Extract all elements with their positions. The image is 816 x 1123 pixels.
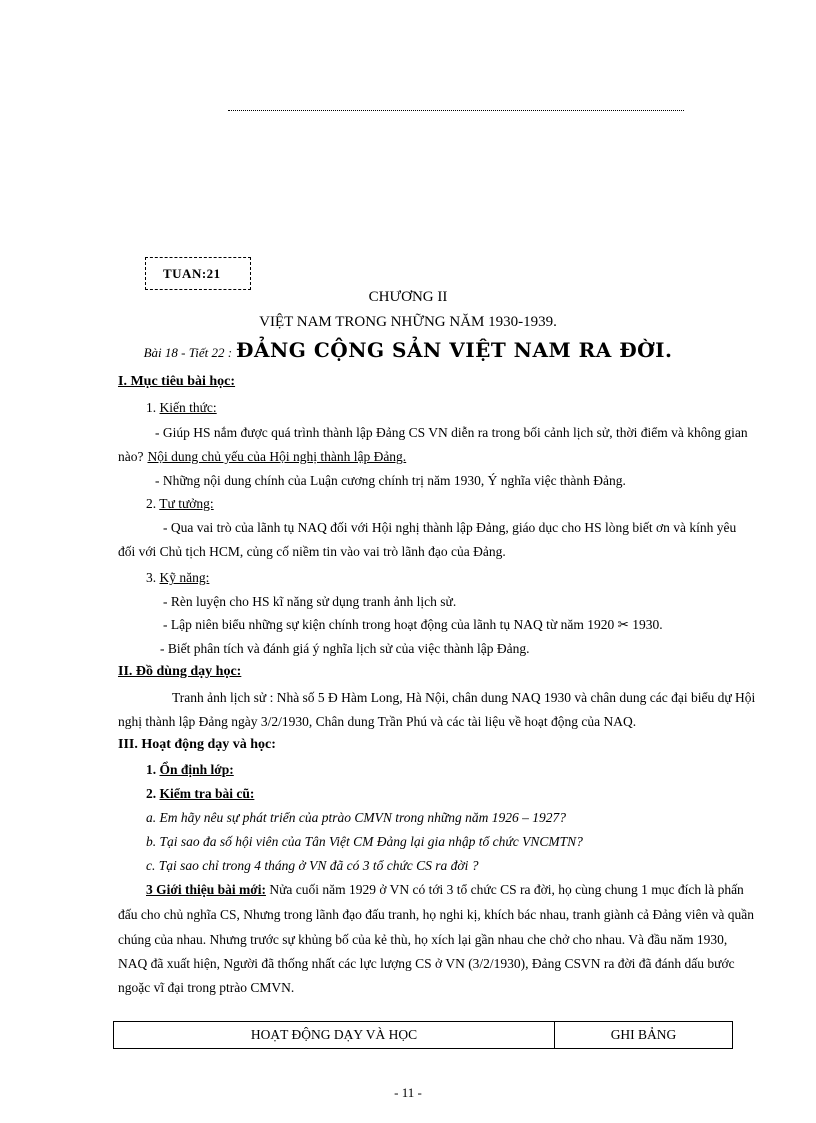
activity-item-1-number: 1. [146,762,157,777]
knowledge-line-1: - Giúp HS nắm được quá trình thành lập Đảng CS VN diễn ra trong bối cảnh lịch sử, thời điểm và không gian [155,425,748,440]
activity-item-2-label: Kiểm tra bài cũ: [159,786,255,801]
thought-line-2: đối với Chủ tịch HCM, củng cố niềm tin vào vai trò lãnh đạo của Đảng. [118,544,506,559]
knowledge-line-3: - Những nội dung chính của Luận cương chính trị năm 1930, Ý nghĩa việc thành Đảng. [155,473,626,488]
lesson-heading [0,338,816,362]
intro-text-1: Nửa cuối năm 1929 ở VN có tới 3 tổ chức CS ra đời, họ cùng chung 1 mục đích là phấn [269,882,744,897]
skills-label: Kỹ năng: [159,570,210,585]
lesson-prefix: Bài 18 - Tiết 22 : [143,345,233,360]
knowledge-label: Kiến thức: [159,400,217,415]
activity-table-header [113,1021,733,1049]
table-row [114,1022,733,1049]
knowledge-line-2b: Nội dung chủ yếu của Hội nghị thành lập Đảng. [147,449,407,464]
activity-item-1 [146,762,234,778]
knowledge-subheading [146,400,217,416]
activity-item-1-label: Ổn định lớp: [159,762,234,777]
skills-line-1: - Rèn luyện cho HS kĩ năng sử dụng tranh ảnh lịch sử. [163,594,457,609]
skills-line-3: - Biết phân tích và đánh giá ý nghĩa lịch sử của việc thành lập Đảng. [160,641,530,656]
skills-number: 3. [146,570,157,585]
table-header-activities: HOẠT ĐỘNG DẠY VÀ HỌC [114,1022,555,1049]
lesson-title: ĐẢNG CỘNG SẢN VIỆT NAM RA ĐỜI. [236,338,673,362]
activity-item-2-number: 2. [146,786,157,801]
thought-subheading [146,496,214,512]
intro-line-3: chúng của nhau. Nhưng trước sự khủng bố của kẻ thù, họ xích lại gần nhau che chở cho nhau. Và đầu năm 1930, [118,932,728,947]
intro-line-1 [146,882,744,898]
section1-heading: I. Mục tiêu bài học: [118,374,236,389]
review-question-a: a. Em hãy nêu sự phát triển của ptrào CMVN trong những năm 1926 – 1927? [146,810,566,825]
knowledge-number: 1. [146,400,157,415]
page-number: - 11 - [394,1085,422,1100]
review-question-c: c. Tại sao chỉ trong 4 tháng ở VN đã có 3 tổ chức CS ra đời ? [146,858,479,873]
top-dotted-rule [228,110,684,111]
intro-label: 3 Giới thiệu bài mới: [146,882,266,897]
intro-line-5: ngoặc vĩ đại trong ptrào CMVN. [118,980,295,995]
review-question-b: b. Tại sao đa số hội viên của Tân Việt CM Đảng lại gia nhập tổ chức VNCMTN? [146,834,583,849]
skills-subheading [146,570,209,586]
skills-line-2: - Lập niên biểu những sự kiện chính trong hoạt động của lãnh tụ NAQ từ năm 1920 ✂ 1930. [163,617,663,632]
week-label: TUAN:21 [163,266,221,281]
table-header-board-notes: GHI BẢNG [555,1022,733,1049]
thought-label: Tư tưởng: [159,496,214,511]
intro-line-2: đấu cho chủ nghĩa CS, Nhưng trong lãnh đạo đấu tranh, họ nghi kị, khích bác nhau, tranh giành cả Đảng viên và quần [118,907,755,922]
materials-line-2: nghị thành lập Đảng ngày 3/2/1930, Chân dung Trần Phú và các tài liệu về hoạt động của NAQ. [118,714,637,729]
knowledge-line-2 [118,449,406,465]
section2-heading: II. Đồ dùng dạy học: [118,664,242,679]
activity-item-2 [146,786,254,802]
chapter-subtitle: VIỆT NAM TRONG NHỮNG NĂM 1930-1939. [259,314,557,330]
intro-line-4: NAQ đã xuất hiện, Người đã thống nhất các lực lượng CS ở VN (3/2/1930), Đảng CSVN ra đời đã đánh dấu bước [118,956,735,971]
materials-line-1: Tranh ảnh lịch sử : Nhà số 5 Đ Hàm Long, Hà Nội, chân dung NAQ 1930 và chân dung các đại biểu dự Hội [172,690,756,705]
knowledge-line-2a: nào? [118,449,144,464]
chapter-title: CHƯƠNG II [368,289,448,305]
thought-line-1: - Qua vai trò của lãnh tụ NAQ đối với Hội nghị thành lập Đảng, giáo dục cho HS lòng biết ơn và kính yêu [163,520,737,535]
section3-heading: III. Hoạt động dạy và học: [118,737,276,752]
thought-number: 2. [146,496,157,511]
